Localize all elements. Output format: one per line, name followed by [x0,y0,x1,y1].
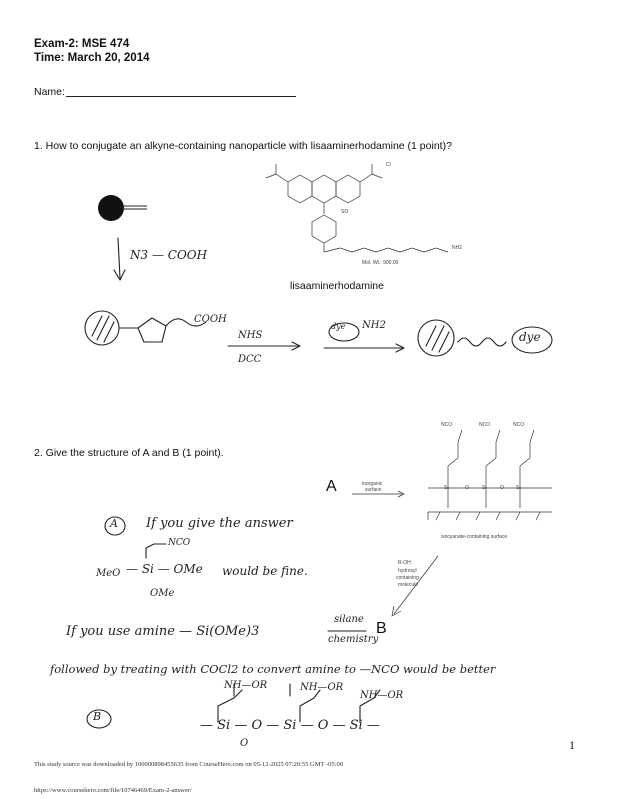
label-a: A [326,478,337,495]
molecule-so3-group: SO [341,209,349,215]
hand-struct-ome: OMe [150,588,175,599]
hand-reagent-dcc: DCC [238,354,262,365]
hand-struct-meo: MeO [96,568,121,579]
roh-desc-3: molecule [398,582,419,588]
hand-struct-si-ome: — Si — OMe [126,562,203,576]
struct-si-3: Si [516,485,521,491]
hand-b-nh-or-3: NH—OR [360,690,404,701]
molecule-name: lisaaminerhodamine [290,280,384,292]
download-notice: This study source was downloaded by 100000898455635 from CourseHero.com on 05-12-2025 07:20:55 GMT -05:00 [34,761,343,768]
molecule-counterion: Cl [386,162,391,168]
alkyne-nanoparticle-drawing [95,190,165,230]
arrow-top-label-2: surface [365,487,382,493]
hand-dye-label: dye [519,330,541,344]
name-label: Name: [34,86,65,98]
roh-desc-1: hydroxyl [398,568,417,574]
source-url[interactable]: https://www.coursehero.com/file/10746469/Exam-2-answer/ [34,787,192,794]
page-number: 1 [569,738,575,752]
struct-si-2: Si [482,485,487,491]
reaction-arrow-1-icon [226,340,306,352]
hand-followed-by: followed by treating with COCl2 to convert amine to —NCO would be better [50,662,496,676]
question-1-text: 1. How to conjugate an alkyne-containing nanoparticle with lisaaminerhodamine (1 point)? [34,140,452,152]
hand-circle-b: B [93,710,102,723]
hand-circle-a: A [110,517,118,530]
label-b: B [376,620,387,637]
surface-arrow-icon [350,490,410,500]
exam-time: Time: March 20, 2014 [34,52,150,64]
struct-o-1: O [465,485,469,491]
hand-dye-amine: NH2 [362,320,386,331]
hand-reagent-nhs: NHS [238,330,263,341]
struct-si-1: Si [444,485,449,491]
struct-nco-3: NCO [513,422,525,428]
hand-would-be-fine: would be fine. [222,564,308,578]
hand-struct-nco: NCO [168,538,191,548]
hand-chemistry: chemistry [328,634,379,645]
question-2-text: 2. Give the structure of A and B (1 point). [34,447,224,459]
surface-caption: isocyanate-containing surface [441,534,508,540]
hand-silane: silane [334,614,364,625]
diagonal-arrow-icon [386,552,446,622]
struct-nco-1: NCO [441,422,453,428]
exam-title: Exam-2: MSE 474 [34,38,130,50]
hand-b-chain: — Si — O — Si — O — Si — [200,718,380,733]
struct-o-2: O [500,485,504,491]
hand-if-amine: If you use amine — Si(OMe)3 [66,624,260,639]
hand-product-acid: COOH [194,314,227,325]
hand-dye-inner: dye [331,322,346,331]
hand-b-nh-or-1: NH—OR [224,680,268,691]
struct-nco-2: NCO [479,422,491,428]
conjugate-product-drawing [416,314,566,364]
roh-label: R-OH [398,560,411,566]
lisaaminerhodamine-structure-drawing [248,160,478,270]
hand-b-o: O [240,738,249,749]
hand-azide-reagent: N3 — COOH [130,248,208,262]
down-arrow-icon [110,236,130,286]
molecule-amine-end: NH2 [452,245,463,251]
hand-b-nh-or-2: NH—OR [300,682,344,693]
molecule-weight: Mol. Wt.: 900.00 [362,260,399,266]
arrow-top-label-1: inorganic [362,481,383,487]
roh-desc-2: containing [396,575,419,581]
name-underline [66,96,296,97]
hand-answer-a: If you give the answer [146,516,293,531]
isocyanate-surface-drawing [420,422,560,532]
